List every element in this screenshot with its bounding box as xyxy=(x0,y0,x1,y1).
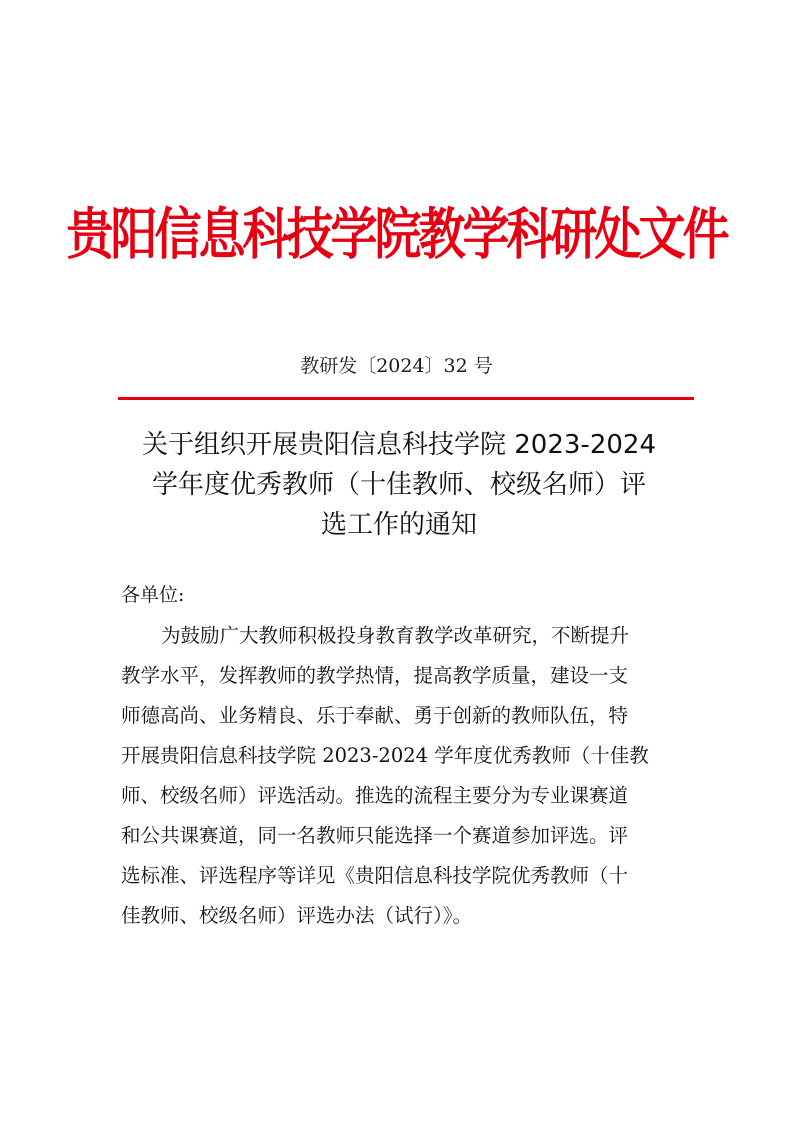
paragraph-line: 教学水平，发挥教师的教学热情，提高教学质量，建设一支 xyxy=(121,664,629,687)
red-divider-line xyxy=(118,397,694,400)
body-paragraph xyxy=(121,616,681,936)
paragraph-line: 师、校级名师）评选活动。推选的流程主要分为专业课赛道 xyxy=(121,784,629,807)
notice-title xyxy=(112,425,686,545)
salutation: 各单位: xyxy=(121,584,185,606)
paragraph-line: 为鼓励广大教师积极投身教育教学改革研究，不断提升 xyxy=(161,624,630,647)
title-line: 选工作的通知 xyxy=(320,510,477,540)
paragraph-line: 佳教师、校级名师）评选办法（试行）》。 xyxy=(121,904,473,927)
paragraph-line: 选标准、评选程序等详见《贵阳信息科技学院优秀教师（十 xyxy=(121,864,629,887)
paragraph-line: 开展贵阳信息科技学院 2023-2024 学年度优秀教师（十佳教 xyxy=(121,744,649,767)
paragraph-line: 师德高尚、业务精良、乐于奉献、勇于创新的教师队伍，特 xyxy=(121,704,629,727)
document-number: 教研发〔2024〕32 号 xyxy=(300,355,493,377)
title-line: 学年度优秀教师（十佳教师、校级名师）评 xyxy=(151,470,646,500)
issuer-masthead: 贵阳信息科技学院教学科研处文件 xyxy=(66,202,727,268)
title-line: 关于组织开展贵阳信息科技学院 2023-2024 xyxy=(142,430,656,460)
paragraph-line: 和公共课赛道，同一名教师只能选择一个赛道参加评选。评 xyxy=(121,824,629,847)
